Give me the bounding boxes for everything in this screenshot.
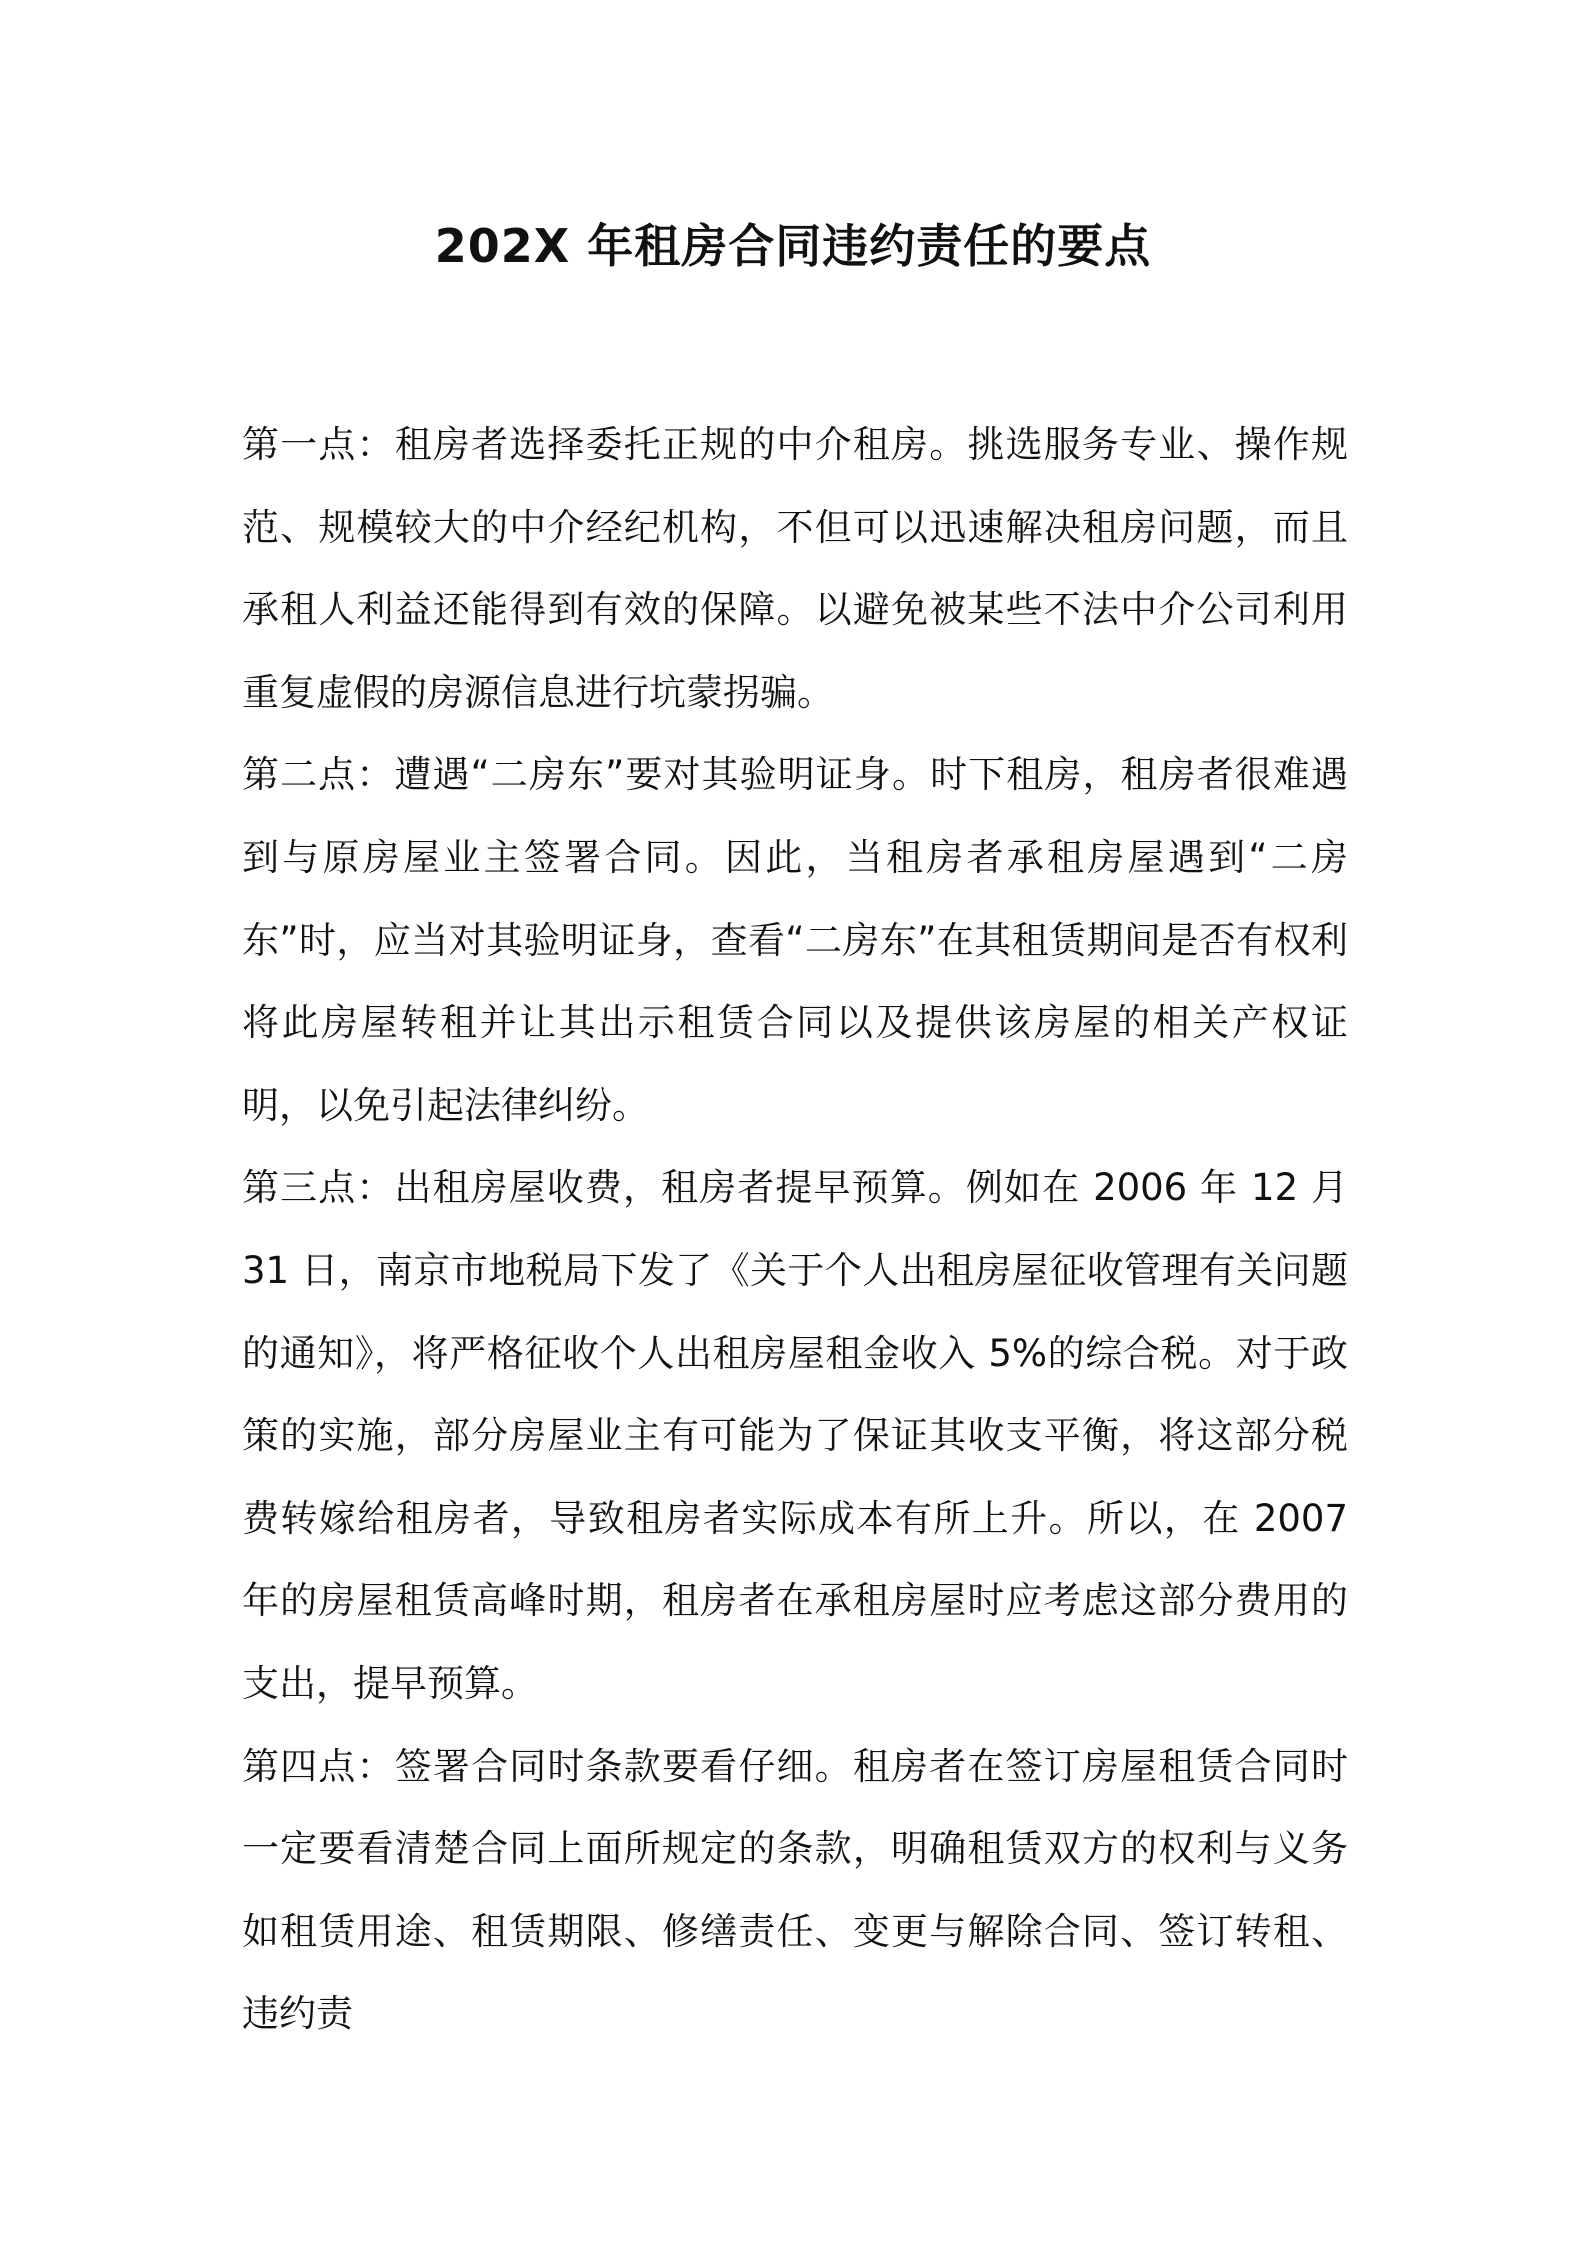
document-body bbox=[242, 404, 1348, 2056]
paragraph-point-4: 第四点：签署合同时条款要看仔细。租房者在签订房屋租赁合同时一定要看清楚合同上面所规定的条款，明确租赁双方的权利与义务如租赁用途、租赁期限、修缮责任、变更与解除合同、签订转租、违约责 bbox=[242, 1744, 1348, 2036]
paragraph-point-2: 第二点：遭遇“二房东”要对其验明证身。时下租房，租房者很难遇到与原房屋业主签署合同。因此，当租房者承租房屋遇到“二房东”时，应当对其验明证身，查看“二房东”在其租赁期间是否有权利将此房屋转租并让其出示租赁合同以及提供该房屋的相关产权证明，以免引起法律纠纷。 bbox=[242, 753, 1348, 1127]
paragraph-point-3: 第三点：出租房屋收费，租房者提早预算。例如在 2006 年 12 月 31 日，南京市地税局下发了《关于个人出租房屋征收管理有关问题的通知》，将严格征收个人出租房屋租金收入 5%的综合税。对于政策的实施，部分房屋业主有可能为了保证其收支平衡，将这部分税费转嫁给租房者，导致租房者实际成本有所上升。所以，在 2007 年的房屋租赁高峰时期，租房者在承租房屋时应考虑这部分费用的支出，提早预算。 bbox=[242, 1166, 1348, 1705]
paragraph-point-1: 第一点：租房者选择委托正规的中介租房。挑选服务专业、操作规范、规模较大的中介经纪机构，不但可以迅速解决租房问题，而且承租人利益还能得到有效的保障。以避免被某些不法中介公司利用重复虚假的房源信息进行坑蒙拐骗。 bbox=[242, 423, 1348, 714]
document-title: 202X 年租房合同违约责任的要点 bbox=[434, 219, 1152, 273]
